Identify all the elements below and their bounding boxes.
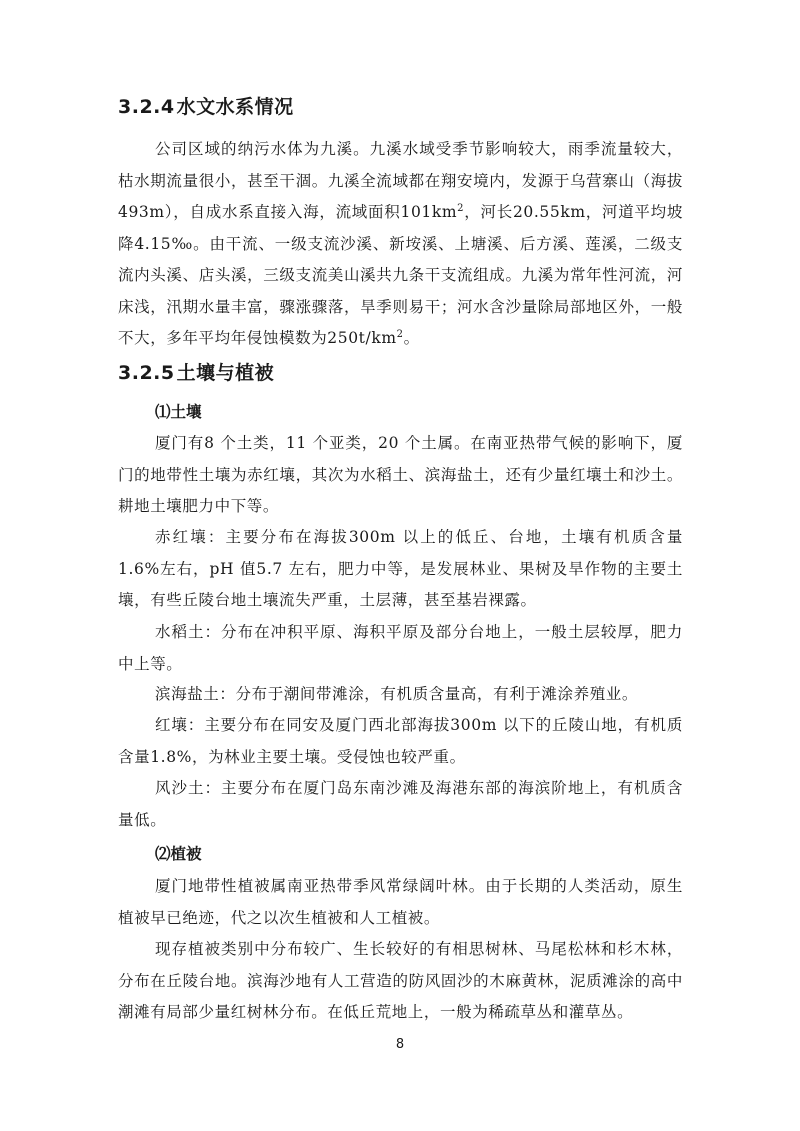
section-title: 水文水系情况: [176, 96, 294, 118]
vegetation-subheading: ⑵植被: [155, 845, 202, 863]
soil-paragraph-4: 滨海盐土：分布于潮间带滩涂，有机质含量高，有利于滩涂养殖业。: [155, 685, 639, 703]
soil-paragraph-2: 赤红壤：主要分布在海拔300m 以上的低丘、台地，土壤有机质含量1.6%左右，pH 值5.7 左右，肥力中等，是发展林业、果树及旱作物的主要土壤，有些丘陵台地土壤流失严重，土层薄，甚至基岩裸露。: [118, 528, 683, 609]
vegetation-paragraph-1: 厦门地带性植被属南亚热带季风常绿阔叶林。由于长期的人类活动，原生植被早已绝迹，代之以次生植被和人工植被。: [118, 877, 683, 927]
section-heading-3-2-5: [118, 361, 274, 385]
paragraph-text: ，河长20.55km，河道平均坡降4.15‰。由干流、一级支流沙溪、新垵溪、上塘溪、后方溪、莲溪，二级支流内头溪、店头溪，三级支流美山溪共九条干支流组成。九溪为常年性河流，河床浅，汛期水量丰富，骤涨骤落，旱季则易干；河水含沙量除局部地区外，一般不大，多年平均年侵蚀模数为250t/km: [118, 203, 683, 347]
superscript: 2: [457, 203, 465, 214]
section-heading-3-2-4: [118, 95, 294, 119]
section-number: 3.2.4: [118, 96, 175, 118]
paragraph-text: 。: [403, 329, 420, 347]
hydrology-paragraph: [118, 134, 683, 355]
soil-paragraph-5: 红壤：主要分布在同安及厦门西北部海拔300m 以下的丘陵山地，有机质含量1.8%，为林业主要土壤。受侵蚀也较严重。: [118, 716, 683, 766]
soil-subheading: ⑴土壤: [155, 403, 202, 421]
vegetation-paragraph-2: 现存植被类别中分布较广、生长较好的有相思树林、马尾松林和杉木林，分布在丘陵台地。滨海沙地有人工营造的防风固沙的木麻黄林，泥质滩涂的高中潮滩有局部少量红树林分布。在低丘荒地上，一般为稀疏草丛和灌草丛。: [118, 940, 683, 1021]
soil-paragraph-3: 水稻土：分布在冲积平原、海积平原及部分台地上，一般土层较厚，肥力中上等。: [118, 623, 683, 673]
page-number: 8: [395, 1037, 405, 1052]
superscript: 2: [396, 329, 404, 340]
soil-paragraph-1: 厦门有8 个土类，11 个亚类，20 个土属。在南亚热带气候的影响下，厦门的地带性土壤为赤红壤，其次为水稻土、滨海盐土，还有少量红壤土和沙土。耕地土壤肥力中下等。: [118, 434, 683, 515]
section-title: 土壤与植被: [176, 362, 275, 384]
paragraph-text: 公司区域的纳污水体为九溪。九溪水域受季节影响较大，雨季流量较大，枯水期流量很小，甚至干涸。九溪全流域都在翔安境内，发源于乌营寨山（海拔493m），自成水系直接入海，流域面积101km: [118, 140, 683, 221]
soil-paragraph-6: 风沙土：主要分布在厦门岛东南沙滩及海港东部的海滨阶地上，有机质含量低。: [118, 779, 683, 829]
section-number: 3.2.5: [118, 362, 175, 384]
